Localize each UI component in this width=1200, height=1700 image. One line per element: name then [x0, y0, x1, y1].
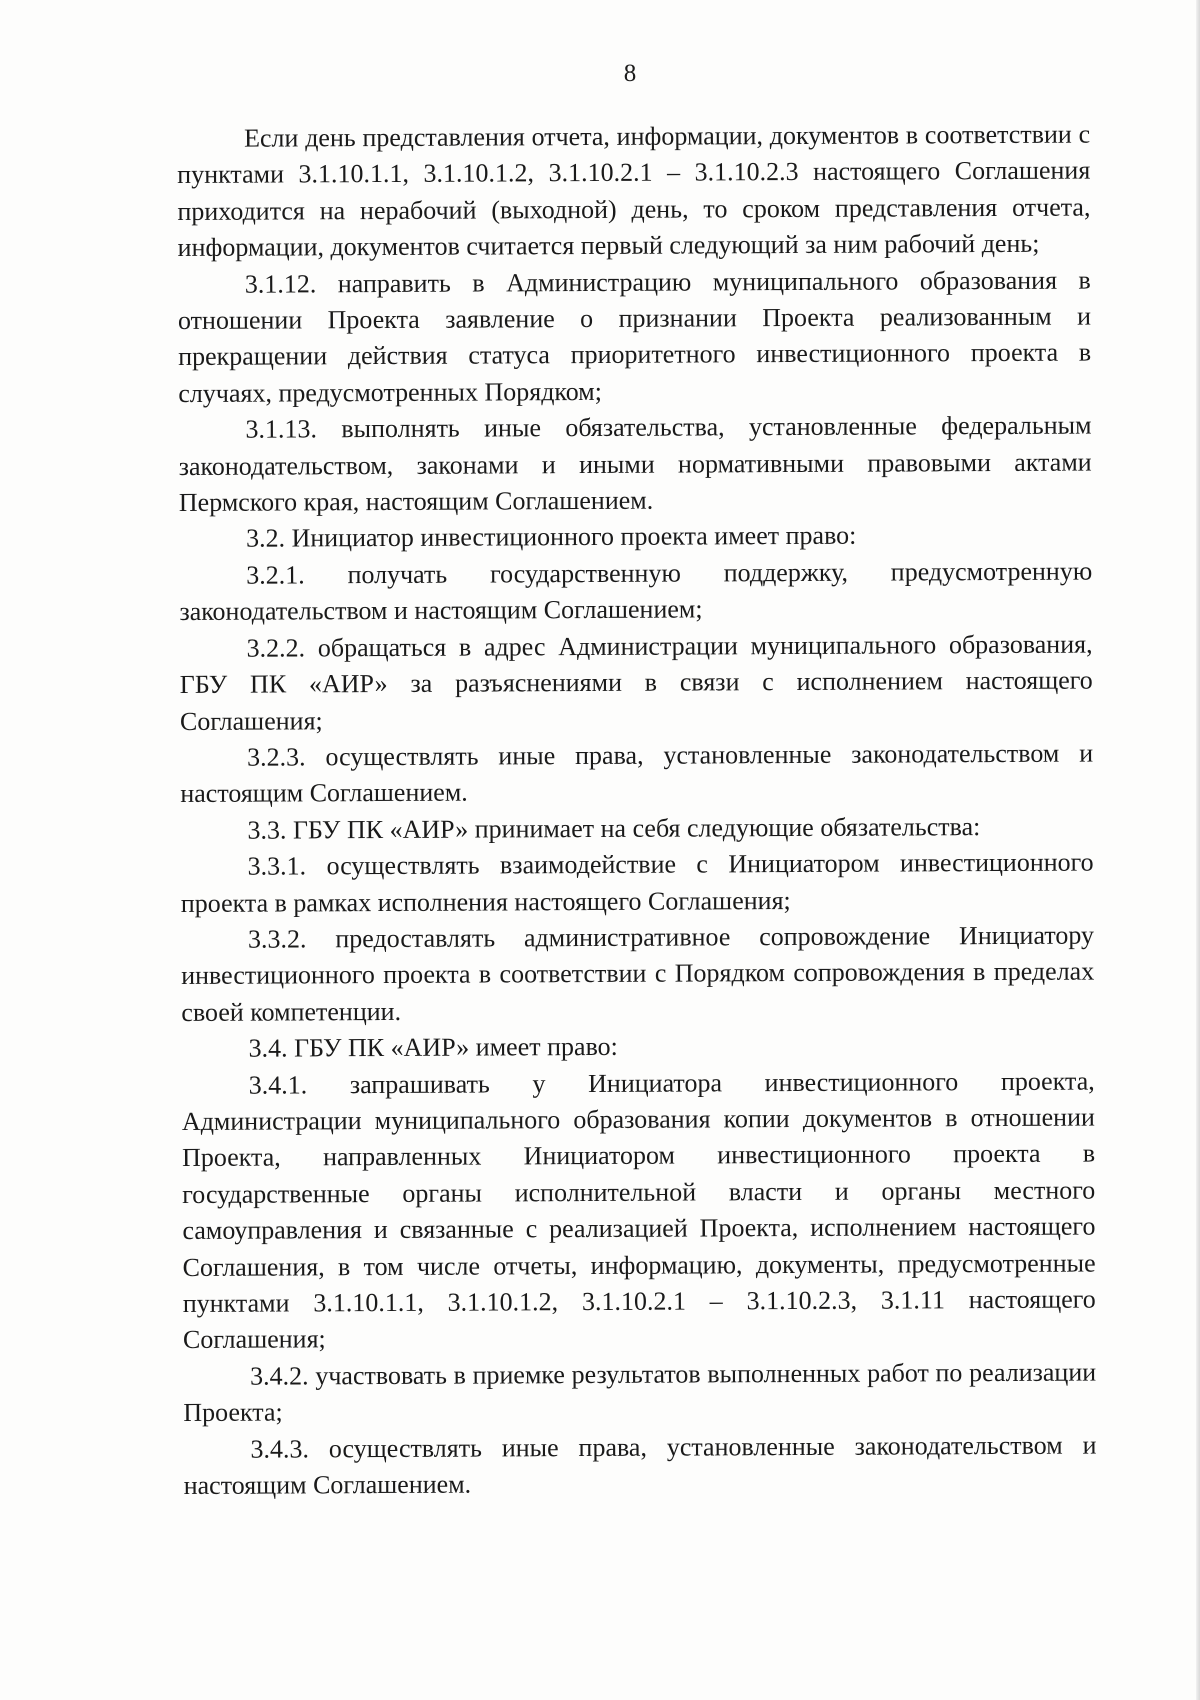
paragraph-submission-deadline: Если день представления отчета, информации, документов в соответствии с пунктами 3.1.10.1.1, 3.1.10.1.2, 3.1.10.2.1 – 3.1.10.2.3 настоящего Соглашения приходится на нерабочий (выходной) день, то сроком представления отчета, информации, документов считается первый следующий за ним рабочий день; — [177, 119, 1091, 263]
paragraph-3-4-1: 3.4.1. запрашивать у Инициатора инвестиционного проекта, Администрации муниципального образования копии документов в отношении Проекта, направленных Инициатором инвестиционного проекта в государственные органы исполнительной власти и органы местного самоуправления и связанные с реализацией Проекта, исполнением настоящего Соглашения, в том числе отчеты, информацию, документы, предусмотренные пунктами 3.1.10.1.1, 3.1.10.1.2, 3.1.10.2.1 – 3.1.10.2.3, 3.1.11 настоящего Соглашения; — [181, 1066, 1096, 1355]
paragraph-3-1-13: 3.1.13. выполнять иные обязательства, установленные федеральным законодательством, законами и иными нормативными правовыми актами Пермского края, настоящим Соглашением. — [178, 410, 1092, 518]
paragraph-3-3: 3.3. ГБУ ПК «АИР» принимает на себя следующие обязательства: — [247, 811, 981, 845]
paragraph-3-2-1: 3.2.1. получать государственную поддержку, предусмотренную законодательством и настоящим Соглашением; — [179, 556, 1093, 627]
page-number: 8 — [623, 60, 637, 87]
paragraph-3-4: 3.4. ГБУ ПК «АИР» имеет право: — [248, 1032, 618, 1063]
document-body — [177, 117, 1097, 1505]
paragraph-3-1-12: 3.1.12. направить в Администрацию муниципального образования в отношении Проекта заявление о признании Проекта реализованным и прекращении действия статуса приоритетного инвестиционного проекта в случаях, предусмотренных Порядком; — [177, 265, 1092, 408]
paragraph-3-4-3: 3.4.3. осуществлять иные права, установленные законодательством и настоящим Соглашением. — [183, 1430, 1097, 1501]
paragraph-3-3-1: 3.3.1. осуществлять взаимодействие с Инициатором инвестиционного проекта в рамках исполнения настоящего Соглашения; — [180, 847, 1094, 918]
paragraph-3-2-2: 3.2.2. обращаться в адрес Администрации муниципального образования, ГБУ ПК «АИР» за разъяснениями в связи с исполнением настоящего Соглашения; — [179, 629, 1093, 736]
paragraph-3-2-3: 3.2.3. осуществлять иные права, установленные законодательством и настоящим Соглашением. — [180, 738, 1094, 809]
paragraph-3-3-2: 3.3.2. предоставлять административное сопровождение Инициатору инвестиционного проекта в соответствии с Порядком сопровождения в пределах своей компетенции. — [181, 920, 1095, 1027]
paragraph-3-2: 3.2. Инициатор инвестиционного проекта имеет право: — [245, 521, 857, 554]
paragraph-3-4-2: 3.4.2. участвовать в приемке результатов выполненных работ по реализации Проекта; — [183, 1357, 1097, 1428]
scan-edge — [1196, 0, 1200, 1700]
